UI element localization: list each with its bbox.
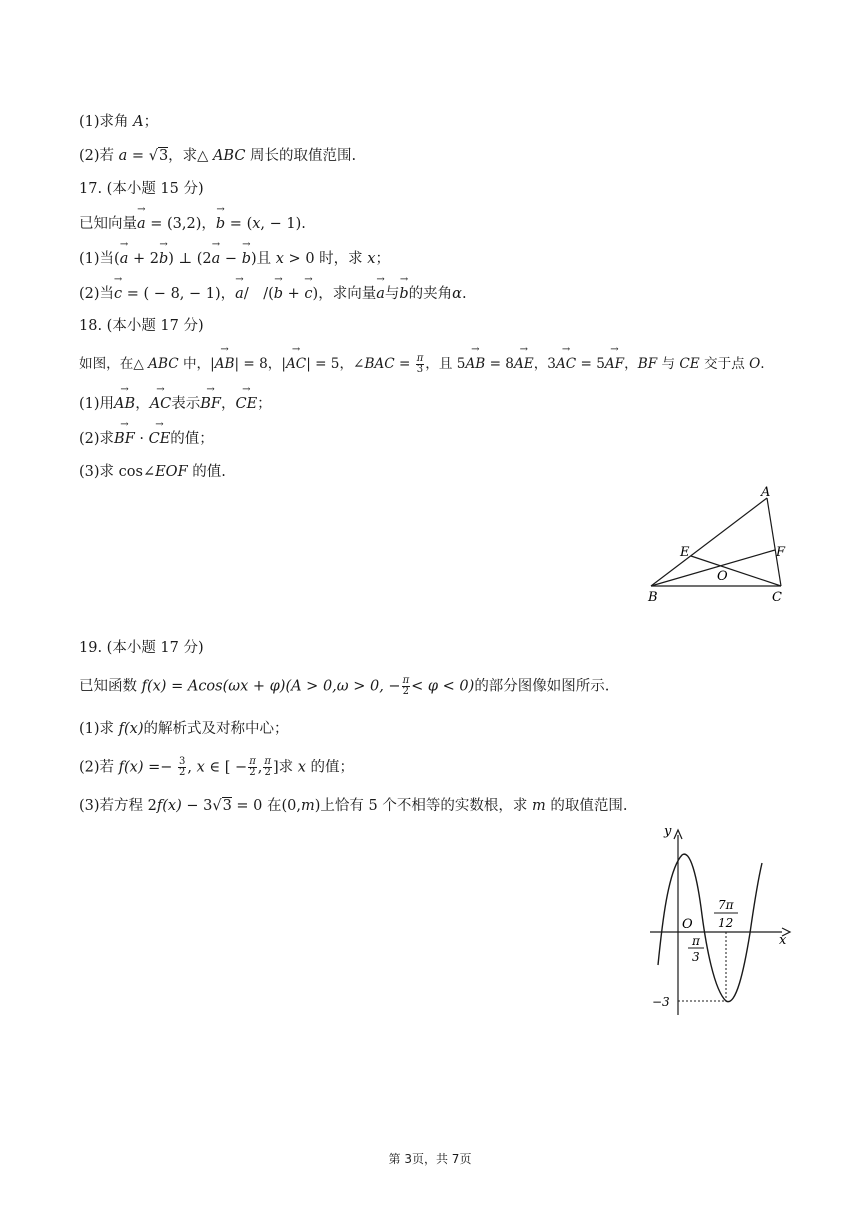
y-label: y (664, 824, 672, 839)
label-A: A (761, 485, 771, 500)
q19-given: 已知函数 f(x) = Acos(ωx + φ)(A > 0,ω > 0, − $\frac{\pi}{2}$ < φ < 0)的部分图像如图所示. (79, 675, 610, 697)
q16-part2: (2)若 a = √3，求△ ABC 周长的取值范围. (79, 148, 357, 164)
origin-label: O (682, 917, 693, 932)
q18-part3: (3)求 cos∠EOF 的值. (79, 464, 226, 480)
min-label: −3 (652, 995, 670, 1009)
cosine-graph (640, 815, 800, 1020)
page-footer: 第 3页，共 7页 (388, 1152, 472, 1166)
cosine-curve (658, 854, 762, 1002)
q19-part1: (1)求 f(x)的解析式及对称中心； (79, 721, 289, 737)
q17-header: 17. (本小题 15 分) (79, 181, 204, 197)
tick1-den: 3 (692, 950, 700, 964)
label-O: O (717, 569, 728, 584)
label-C: C (772, 590, 782, 605)
triangle-figure (640, 480, 790, 610)
tick2-num: 7π (718, 898, 734, 912)
q17-part1: (1)当(→ a + 2→ b) ⊥ (2→ a − → b)且 x > 0 时，求 x； (79, 249, 390, 269)
segment-ac (767, 498, 781, 586)
tick2-den: 12 (718, 916, 734, 930)
label-F: F (776, 545, 786, 560)
label-B: B (648, 590, 658, 605)
q18-given: 如图，在△ ABC 中，|→ AB| = 8，|→ AC| = 5，∠BAC = $\frac{\pi}{3}$ ，且 5→ AB = 8→ AE，3→ AC = 5→ AF，BF 与 CE 交于点 O. (79, 354, 765, 375)
q18-part2: (2)求→ BF · → CE的值； (79, 429, 214, 449)
q19-part3: (3)若方程 2f(x) − 3√3 = 0 在(0,m)上恰有 5 个不相等的实数根，求 m 的取值范围. (79, 798, 628, 814)
segment-ab (651, 498, 767, 586)
q19-part2: (2)若 f(x) =− $\frac{3}{2}$ , x ∈ [ − $\frac{\pi}{2}$ , $\frac{\pi}{2}$ ]求 x 的值； (79, 756, 355, 778)
q19-header: 19. (本小题 17 分) (79, 640, 204, 656)
tick1-num: π (692, 934, 700, 948)
q18-part1: (1)用→ AB，→ AC表示→ BF，→ CE； (79, 394, 272, 414)
label-E: E (680, 545, 690, 560)
x-label: x (779, 933, 787, 948)
q16-part1: (1)求角 A； (79, 114, 159, 130)
q17-given: 已知向量→ a = (3,2)，→ b = (x, − 1). (79, 214, 306, 234)
segment-bf (651, 550, 775, 586)
q18-header: 18. (本小题 17 分) (79, 318, 204, 334)
q17-part2: (2)当→ c = ( − 8, − 1)，→ a/ /(→ b + → c)，求向量→ a与→ b的夹角α. (79, 284, 467, 304)
